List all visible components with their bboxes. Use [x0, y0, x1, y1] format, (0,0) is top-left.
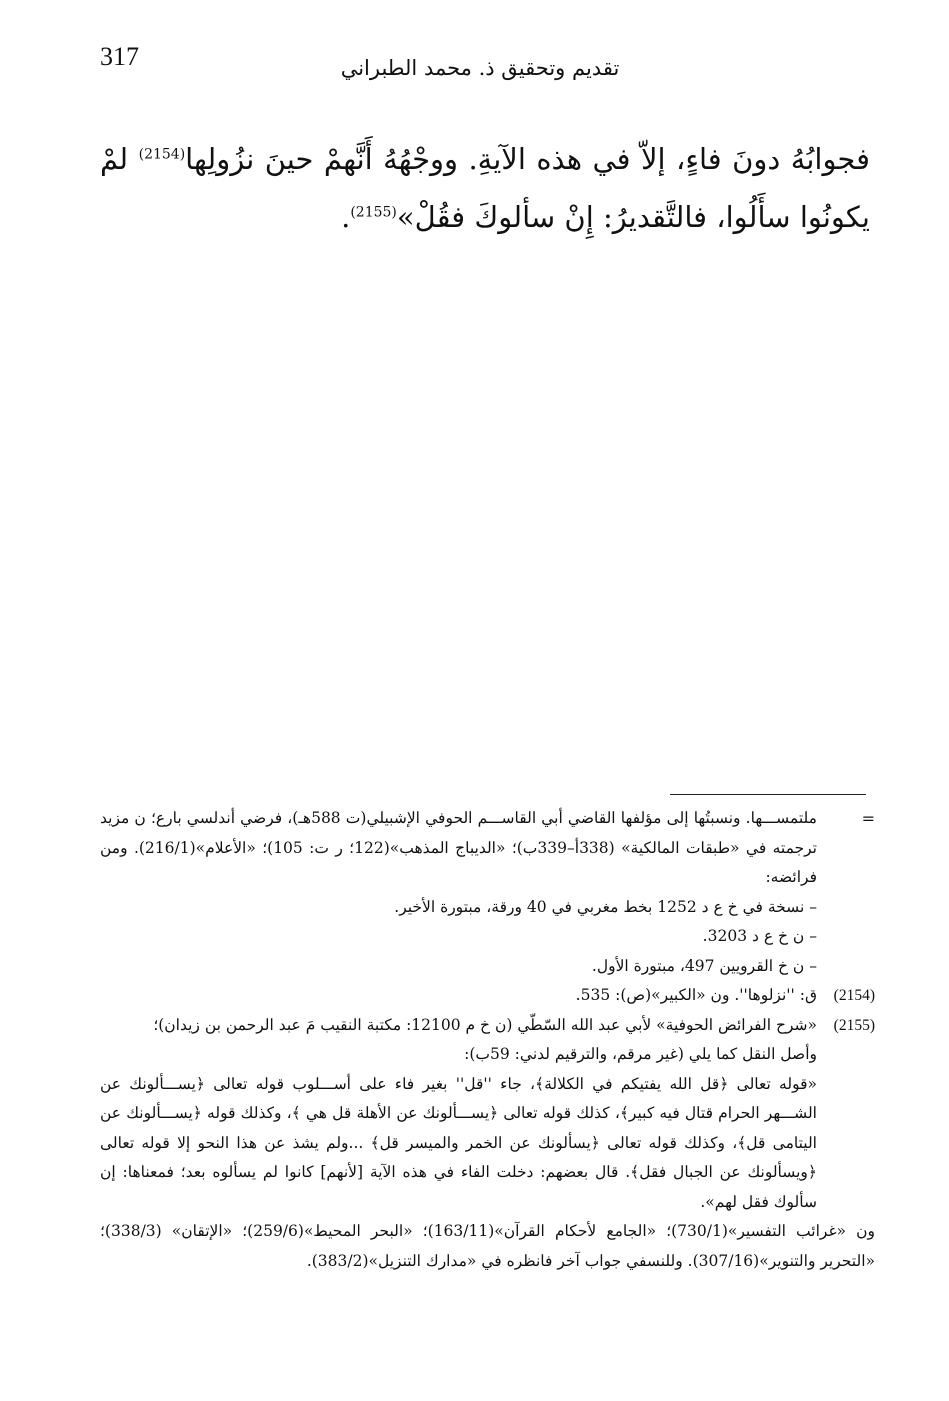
main-text-part-2: لمْ يكونُوا سأَلُوا، فالتَّقديرُ: إِنْ سألوكَ فقُلْ» [100, 142, 870, 234]
footnote-number: (2154) [833, 987, 875, 1004]
manuscript-copy-item: – نسخة في خ ع د 1252 بخط مغربي في 40 ورقة، مبتورة الأخير. [394, 897, 817, 916]
footnote-text: ق: ''نزلوها''. ون «الكبير»(ص): 535. [575, 986, 817, 1004]
footnote-text: «شرح الفرائض الحوفية» لأبي عبد الله السّطّي (ن خ م 12100: مكتبة النقيب مَ عبد الرحمن بن زيدان)؛ [153, 1015, 817, 1034]
footnote-divider [670, 794, 866, 795]
footnote-2155-references: ون «غرائب التفسير»(730/1)؛ «الجامع لأحكام القرآن»(163/11)؛ «البحر المحيط»(259/6)؛ «الإتقان» (338/3)؛ «التحرير والتنوير»(307/16). وللنسفي جواب آخر فانظره في «مدارك التنزيل»(383/2). [100, 1222, 875, 1270]
manuscript-copy-item: – ن خ ع د 3203. [702, 927, 817, 945]
footnotes [100, 804, 875, 1276]
manuscript-copy-item: – ن خ القرويين 497، مبتورة الأول. [591, 956, 817, 975]
continuation-text: ملتمســـها. ونسبتُها إلى مؤلفها القاضي أبي القاســـم الحوفي الإشبيلي(ت 588هـ)، فرضي أندلسي بارع؛ ن مزيد ترجمته في «طبقات المالكية» (338أ–339ب)؛ «الديباج المذهب»(122؛ ر ت: 105)؛ «الأعلام»(216/1). ومن فرائضه: [100, 809, 817, 886]
main-text-part-1: فجوابُهُ دونَ فاءٍ، إلاّ في هذه الآيةِ. ووجْهُهُ أَنَّهمْ حينَ نزُولِها [185, 142, 871, 176]
page-number: 317 [100, 42, 139, 71]
footnote-2154 [100, 981, 875, 1011]
continuation-marker: = [861, 809, 875, 828]
main-text [100, 130, 870, 246]
footnote-number: (2155) [833, 1016, 875, 1034]
footnote-continuation [100, 804, 875, 893]
footnote-ref-2154[interactable]: (2154) [138, 146, 186, 163]
manuscript-copies-list [100, 893, 875, 982]
main-text-period: . [341, 200, 351, 234]
running-head: تقديم وتحقيق ذ. محمد الطبراني [340, 56, 620, 80]
footnote-ref-2155[interactable]: (2155) [350, 204, 397, 221]
footnote-2155-source-note: وأصل النقل كما يلي (غير مرقم، والترقيم لدني: 59ب): [464, 1045, 817, 1063]
footnote-2155 [100, 1011, 875, 1041]
footnote-2155-quotation: «قوله تعالى ﴿قل الله يفتيكم في الكلالة﴾، جاء ''قل'' بغير فاء على أســـلوب قوله تعالى ﴿يســـألونك عن الشـــهر الحرام قتال فيه كبير﴾، كذلك قوله تعالى ﴿يســـألونك عن الأهلة قل هي ﴾، وكذلك قوله ﴿يســـألونك عن اليتامى قل﴾، وكذلك قوله تعالى ﴿يسألونك عن الخمر والميسر قل﴾ ...ولم يشذ عن هذا النحو إلا قوله تعالى ﴿ويسألونك عن الجبال فقل﴾. قال بعضهم: دخلت الفاء في هذه الآية [لأنهم] كانوا لم يسألوه بعد؛ فمعناها: إن سألوك فقل لهم». [100, 1074, 817, 1211]
